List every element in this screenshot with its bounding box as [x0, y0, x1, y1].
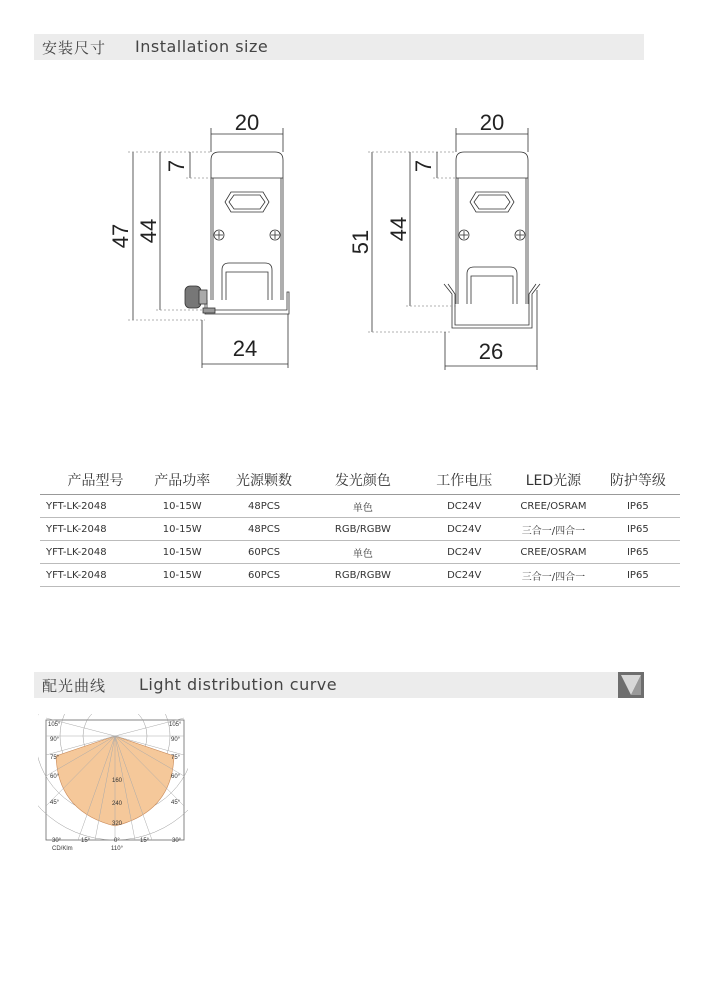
polar-left-angle: 75° — [50, 755, 60, 761]
table-header: 防护等级 — [596, 468, 680, 495]
dim-right-top-offset: 7 — [411, 159, 436, 173]
section-header-light-distribution — [34, 672, 644, 698]
table-row — [40, 541, 680, 564]
table-cell: 48PCS — [219, 518, 308, 541]
dim-right-width-bottom: 26 — [478, 339, 504, 364]
installation-drawing — [0, 100, 715, 380]
table-cell: RGB/RGBW — [309, 518, 418, 541]
table-header: 光源颗数 — [219, 468, 308, 495]
table-cell: IP65 — [596, 518, 680, 541]
table-cell: 48PCS — [219, 495, 308, 518]
dim-left-width-bottom: 24 — [232, 336, 258, 361]
polar-radial-label: 160 — [112, 778, 123, 784]
table-cell: YFT-LK-2048 — [40, 564, 145, 587]
section-title-cn: 配光曲线 — [42, 677, 107, 695]
table-cell: 10-15W — [145, 541, 220, 564]
table-cell: 单色 — [309, 495, 418, 518]
table-cell: 三合一/四合一 — [511, 564, 596, 587]
table-header: 产品型号 — [40, 468, 145, 495]
polar-unit-label: CD/Klm — [52, 846, 73, 852]
section-title-en: Installation size — [135, 37, 269, 56]
table-cell: DC24V — [417, 518, 511, 541]
spec-table — [40, 468, 680, 587]
table-cell: CREE/OSRAM — [511, 541, 596, 564]
section-title-en: Light distribution curve — [139, 675, 338, 694]
polar-bottom-angle: 30° — [172, 838, 182, 844]
table-row — [40, 495, 680, 518]
table-cell: 10-15W — [145, 564, 220, 587]
table-header: 发光颜色 — [309, 468, 418, 495]
dim-left-width-top: 20 — [234, 110, 260, 135]
section-title-cn: 安装尺寸 — [42, 39, 107, 57]
table-cell: 三合一/四合一 — [511, 518, 596, 541]
dim-left-top-offset: 7 — [164, 159, 189, 173]
polar-bottom-angle: 30° — [52, 838, 62, 844]
table-header: 产品功率 — [145, 468, 220, 495]
table-header-row — [40, 468, 680, 495]
polar-right-angle: 75° — [171, 755, 181, 761]
table-cell: DC24V — [417, 541, 511, 564]
polar-right-angle: 60° — [171, 774, 181, 780]
table-cell: YFT-LK-2048 — [40, 495, 145, 518]
table-row — [40, 518, 680, 541]
polar-left-angle: 60° — [50, 774, 60, 780]
polar-right-angle: 90° — [171, 737, 181, 743]
table-cell: IP65 — [596, 564, 680, 587]
table-cell: DC24V — [417, 495, 511, 518]
section-header-installation — [34, 34, 644, 60]
polar-bottom-angle: 15° — [81, 838, 91, 844]
polar-beam-angle: 110° — [111, 846, 123, 852]
table-header: 工作电压 — [417, 468, 511, 495]
dim-left-height-inner: 44 — [136, 218, 161, 244]
table-cell: 60PCS — [219, 541, 308, 564]
table-cell: DC24V — [417, 564, 511, 587]
polar-left-angle: 105° — [48, 722, 61, 728]
polar-bottom-angle: 15° — [140, 838, 150, 844]
table-cell: CREE/OSRAM — [511, 495, 596, 518]
polar-bottom-angle: 0° — [114, 838, 120, 844]
corner-logo-icon — [618, 672, 644, 698]
dim-right-height-outer: 51 — [348, 229, 373, 255]
polar-radial-label: 320 — [112, 821, 123, 827]
table-cell: YFT-LK-2048 — [40, 541, 145, 564]
polar-left-angle: 45° — [50, 800, 60, 806]
polar-left-angle: 90° — [50, 737, 60, 743]
polar-right-angle: 105° — [169, 722, 182, 728]
polar-right-angle: 45° — [171, 800, 181, 806]
dim-left-height-outer: 47 — [108, 223, 133, 249]
table-cell: IP65 — [596, 541, 680, 564]
dim-right-width-top: 20 — [479, 110, 505, 135]
table-cell: RGB/RGBW — [309, 564, 418, 587]
table-cell: 10-15W — [145, 495, 220, 518]
polar-radial-label: 240 — [112, 801, 123, 807]
table-cell: YFT-LK-2048 — [40, 518, 145, 541]
table-row — [40, 564, 680, 587]
table-header: LED光源 — [511, 468, 596, 495]
dim-right-height-inner: 44 — [386, 216, 411, 242]
table-cell: 10-15W — [145, 518, 220, 541]
table-cell: 单色 — [309, 541, 418, 564]
light-distribution-polar-chart — [38, 714, 188, 854]
table-cell: IP65 — [596, 495, 680, 518]
table-cell: 60PCS — [219, 564, 308, 587]
